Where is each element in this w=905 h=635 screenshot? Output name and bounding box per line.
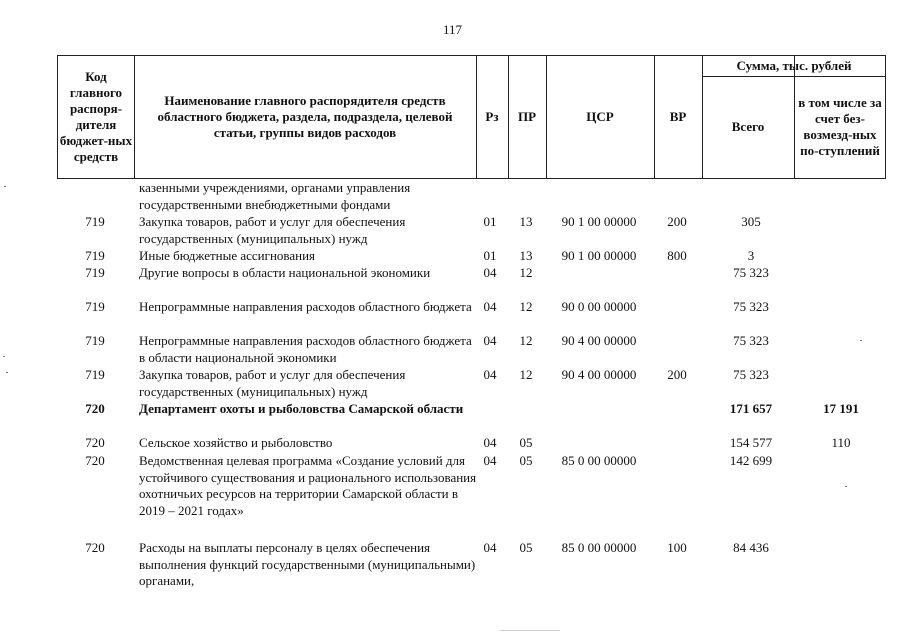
row-rz: 04 (483, 299, 497, 314)
row-rz: 04 (483, 367, 497, 382)
row-name: Ведомственная целевая программа «Создание условий для устойчивого существования и рационального использования охотничьих ресурсов на территории Самарской области в 2019 – 2021 годах» (139, 453, 477, 518)
row-total: 305 (741, 214, 761, 229)
row-pr: 12 (519, 367, 533, 382)
table-header (57, 55, 886, 179)
row-code: 720 (85, 540, 105, 555)
row-name: Расходы на выплаты персоналу в целях обеспечения выполнения функций государственными (муниципальными) органами, (139, 540, 476, 588)
row-code: 720 (85, 401, 105, 416)
header-code: Код главного распоря-дителя бюджет-ных средств (59, 69, 133, 164)
row-csr: 85 0 00 00000 (561, 453, 637, 468)
row-total: 84 436 (733, 540, 769, 555)
row-total: 75 323 (733, 299, 769, 314)
row-vr: 800 (667, 248, 687, 263)
row-code: 719 (85, 214, 105, 229)
row-rz: 04 (483, 453, 497, 468)
page-number: 117 (442, 22, 463, 37)
header-csr: ЦСР (586, 109, 614, 124)
row-pr: 12 (519, 265, 533, 280)
row-csr: 90 1 00 00000 (561, 248, 637, 263)
row-name: Закупка товаров, работ и услуг для обеспечения государственных (муниципальных) нужд (139, 214, 406, 246)
row-total: 154 577 (729, 435, 773, 450)
header-incl: в том числе за счет без-возмезд-ных по-ступлений (798, 95, 882, 158)
row-total: 75 323 (733, 265, 769, 280)
row-name: Непрограммные направления расходов областного бюджета в области национальной экономики (139, 333, 472, 365)
row-name: казенными учреждениями, органами управления государственными внебюджетными фондами (139, 180, 411, 212)
row-rz: 04 (483, 540, 497, 555)
header-name: Наименование главного распорядителя средств областного бюджета, раздела, подраздела, целевой статьи, группы видов расходов (157, 93, 453, 140)
row-code: 719 (85, 248, 105, 263)
row-name: Департамент охоты и рыболовства Самарской области (139, 401, 464, 416)
row-code: 719 (85, 367, 105, 382)
row-rz: 04 (483, 435, 497, 450)
row-name: Другие вопросы в области национальной экономики (139, 265, 431, 280)
row-total: 3 (747, 248, 755, 263)
row-rz: 01 (483, 214, 497, 229)
header-vr: ВР (669, 109, 687, 124)
row-total: 142 699 (729, 453, 773, 468)
row-csr: 90 4 00 00000 (561, 333, 637, 348)
row-name: Иные бюджетные ассигнования (139, 248, 316, 263)
row-pr: 05 (519, 435, 533, 450)
row-name: Непрограммные направления расходов областного бюджета (139, 299, 472, 314)
row-pr: 05 (519, 453, 533, 468)
row-code: 719 (85, 265, 105, 280)
row-csr: 90 4 00 00000 (561, 367, 637, 382)
row-name: Закупка товаров, работ и услуг для обеспечения государственных (муниципальных) нужд (139, 367, 406, 399)
row-total: 75 323 (733, 367, 769, 382)
row-rz: 04 (483, 333, 497, 348)
row-name: Сельское хозяйство и рыболовство (139, 435, 333, 450)
row-csr: 90 0 00 00000 (561, 299, 637, 314)
header-total: Всего (731, 119, 765, 134)
row-vr: 200 (667, 214, 687, 229)
row-vr: 100 (667, 540, 687, 555)
header-rz: Рз (485, 109, 499, 124)
row-code: 720 (85, 435, 105, 450)
row-pr: 12 (519, 333, 533, 348)
header-pr: ПР (517, 109, 537, 124)
row-code: 719 (85, 333, 105, 348)
row-vr: 200 (667, 367, 687, 382)
row-csr: 90 1 00 00000 (561, 214, 637, 229)
header-sum: Сумма, тыс. рублей (736, 58, 852, 73)
row-total: 171 657 (729, 401, 773, 416)
row-code: 719 (85, 299, 105, 314)
row-pr: 13 (519, 248, 533, 263)
row-incl: 110 (831, 435, 851, 450)
row-pr: 05 (519, 540, 533, 555)
row-total: 75 323 (733, 333, 769, 348)
row-rz: 04 (483, 265, 497, 280)
row-csr: 85 0 00 00000 (561, 540, 637, 555)
row-rz: 01 (483, 248, 497, 263)
row-pr: 13 (519, 214, 533, 229)
row-code: 720 (85, 453, 105, 468)
row-pr: 12 (519, 299, 533, 314)
row-incl: 17 191 (823, 401, 859, 416)
